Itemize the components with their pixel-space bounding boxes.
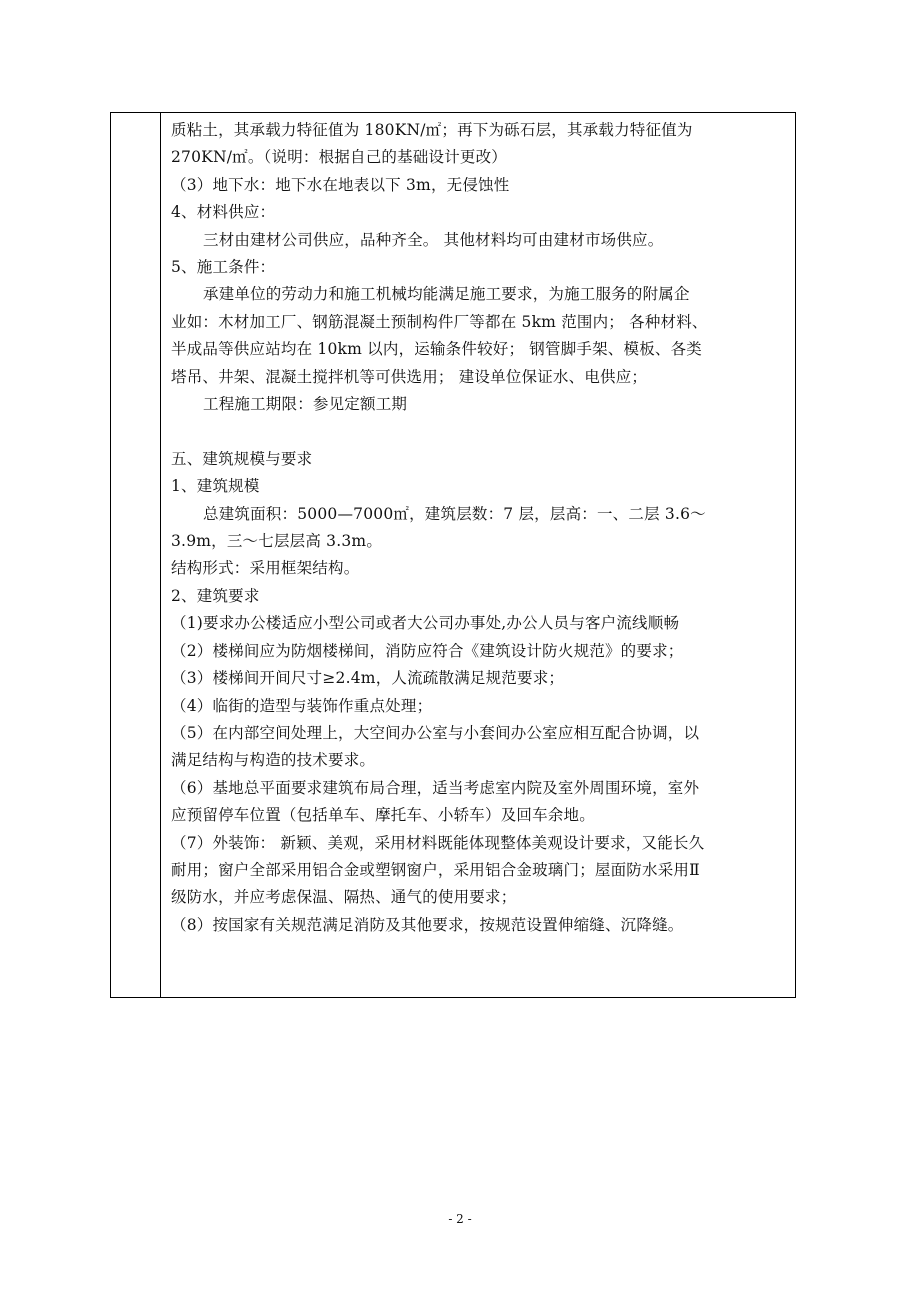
text-line: 质粘土，其承载力特征值为 180KN/㎡；再下为砾石层，其承载力特征值为 <box>171 121 693 139</box>
text-line: 1、建筑规模 <box>171 477 260 496</box>
text-line: （6）基地总平面要求建筑布局合理，适当考虑室内院及室外周围环境，室外 <box>171 778 700 797</box>
text-line: 应预留停车位置（包括单车、摩托车、小轿车）及回车余地。 <box>171 806 595 825</box>
text-line: 3.9m，三～七层层高 3.3m。 <box>171 532 383 551</box>
text-line: 耐用；窗户全部采用铝合金或塑钢窗户，采用铝合金玻璃门；屋面防水采用Ⅱ <box>171 860 700 879</box>
text-line: （2）楼梯间应为防烟楼梯间，消防应符合《建筑设计防火规范》的要求； <box>171 641 684 660</box>
text-line: 半成品等供应站均在 10km 以内，运输条件较好； 钢管脚手架、模板、各类 <box>171 340 702 359</box>
text-line: 三材由建材公司供应，品种齐全。 其他材料均可由建材市场供应。 <box>203 230 664 249</box>
table-left-column <box>111 113 161 997</box>
table-content-cell <box>171 117 791 939</box>
text-line: 业如：木材加工厂、钢筋混凝土预制构件厂等都在 5km 范围内； 各种材料、 <box>171 312 708 331</box>
text-line: （7）外装饰： 新颖、美观，采用材料既能体现整体美观设计要求，又能长久 <box>171 833 705 852</box>
text-line: （8）按国家有关规范满足消防及其他要求，按规范设置伸缩缝、沉降缝。 <box>171 915 684 934</box>
text-line: 工程施工期限：参见定额工期 <box>203 395 408 414</box>
page-number: - 2 - <box>448 1212 472 1226</box>
text-line: 塔吊、井架、混凝土搅拌机等可供选用； 建设单位保证水、电供应； <box>171 367 648 386</box>
blank-line <box>171 418 791 445</box>
text-line: 总建筑面积：5000—7000㎡，建筑层数：7 层，层高：一、二层 3.6～ <box>203 504 706 523</box>
text-line: 270KN/㎡。（说明：根据自己的基础设计更改） <box>171 148 508 167</box>
text-line: （3）地下水：地下水在地表以下 3m，无侵蚀性 <box>171 175 510 194</box>
text-line: 4、材料供应： <box>171 203 276 222</box>
text-line: 满足结构与构造的技术要求。 <box>171 751 376 770</box>
text-line: （1)要求办公楼适应小型公司或者大公司办事处,办公人员与客户流线顺畅 <box>171 614 680 633</box>
text-line: 结构形式：采用框架结构。 <box>171 559 360 578</box>
text-line: （5）在内部空间处理上，大空间办公室与小套间办公室应相互配合协调，以 <box>171 723 700 742</box>
text-line: 2、建筑要求 <box>171 586 260 605</box>
text-line: 级防水，并应考虑保温、隔热、通气的使用要求； <box>171 888 517 907</box>
content-table <box>110 112 796 998</box>
text-line: （3）楼梯间开间尺寸≥2.4m，人流疏散满足规范要求； <box>171 669 565 688</box>
text-line: （4）临街的造型与装饰作重点处理； <box>171 696 433 715</box>
text-line: 承建单位的劳动力和施工机械均能满足施工要求，为施工服务的附属企 <box>203 285 690 304</box>
text-line: 五、建筑规模与要求 <box>171 449 313 468</box>
text-line: 5、施工条件： <box>171 258 276 277</box>
